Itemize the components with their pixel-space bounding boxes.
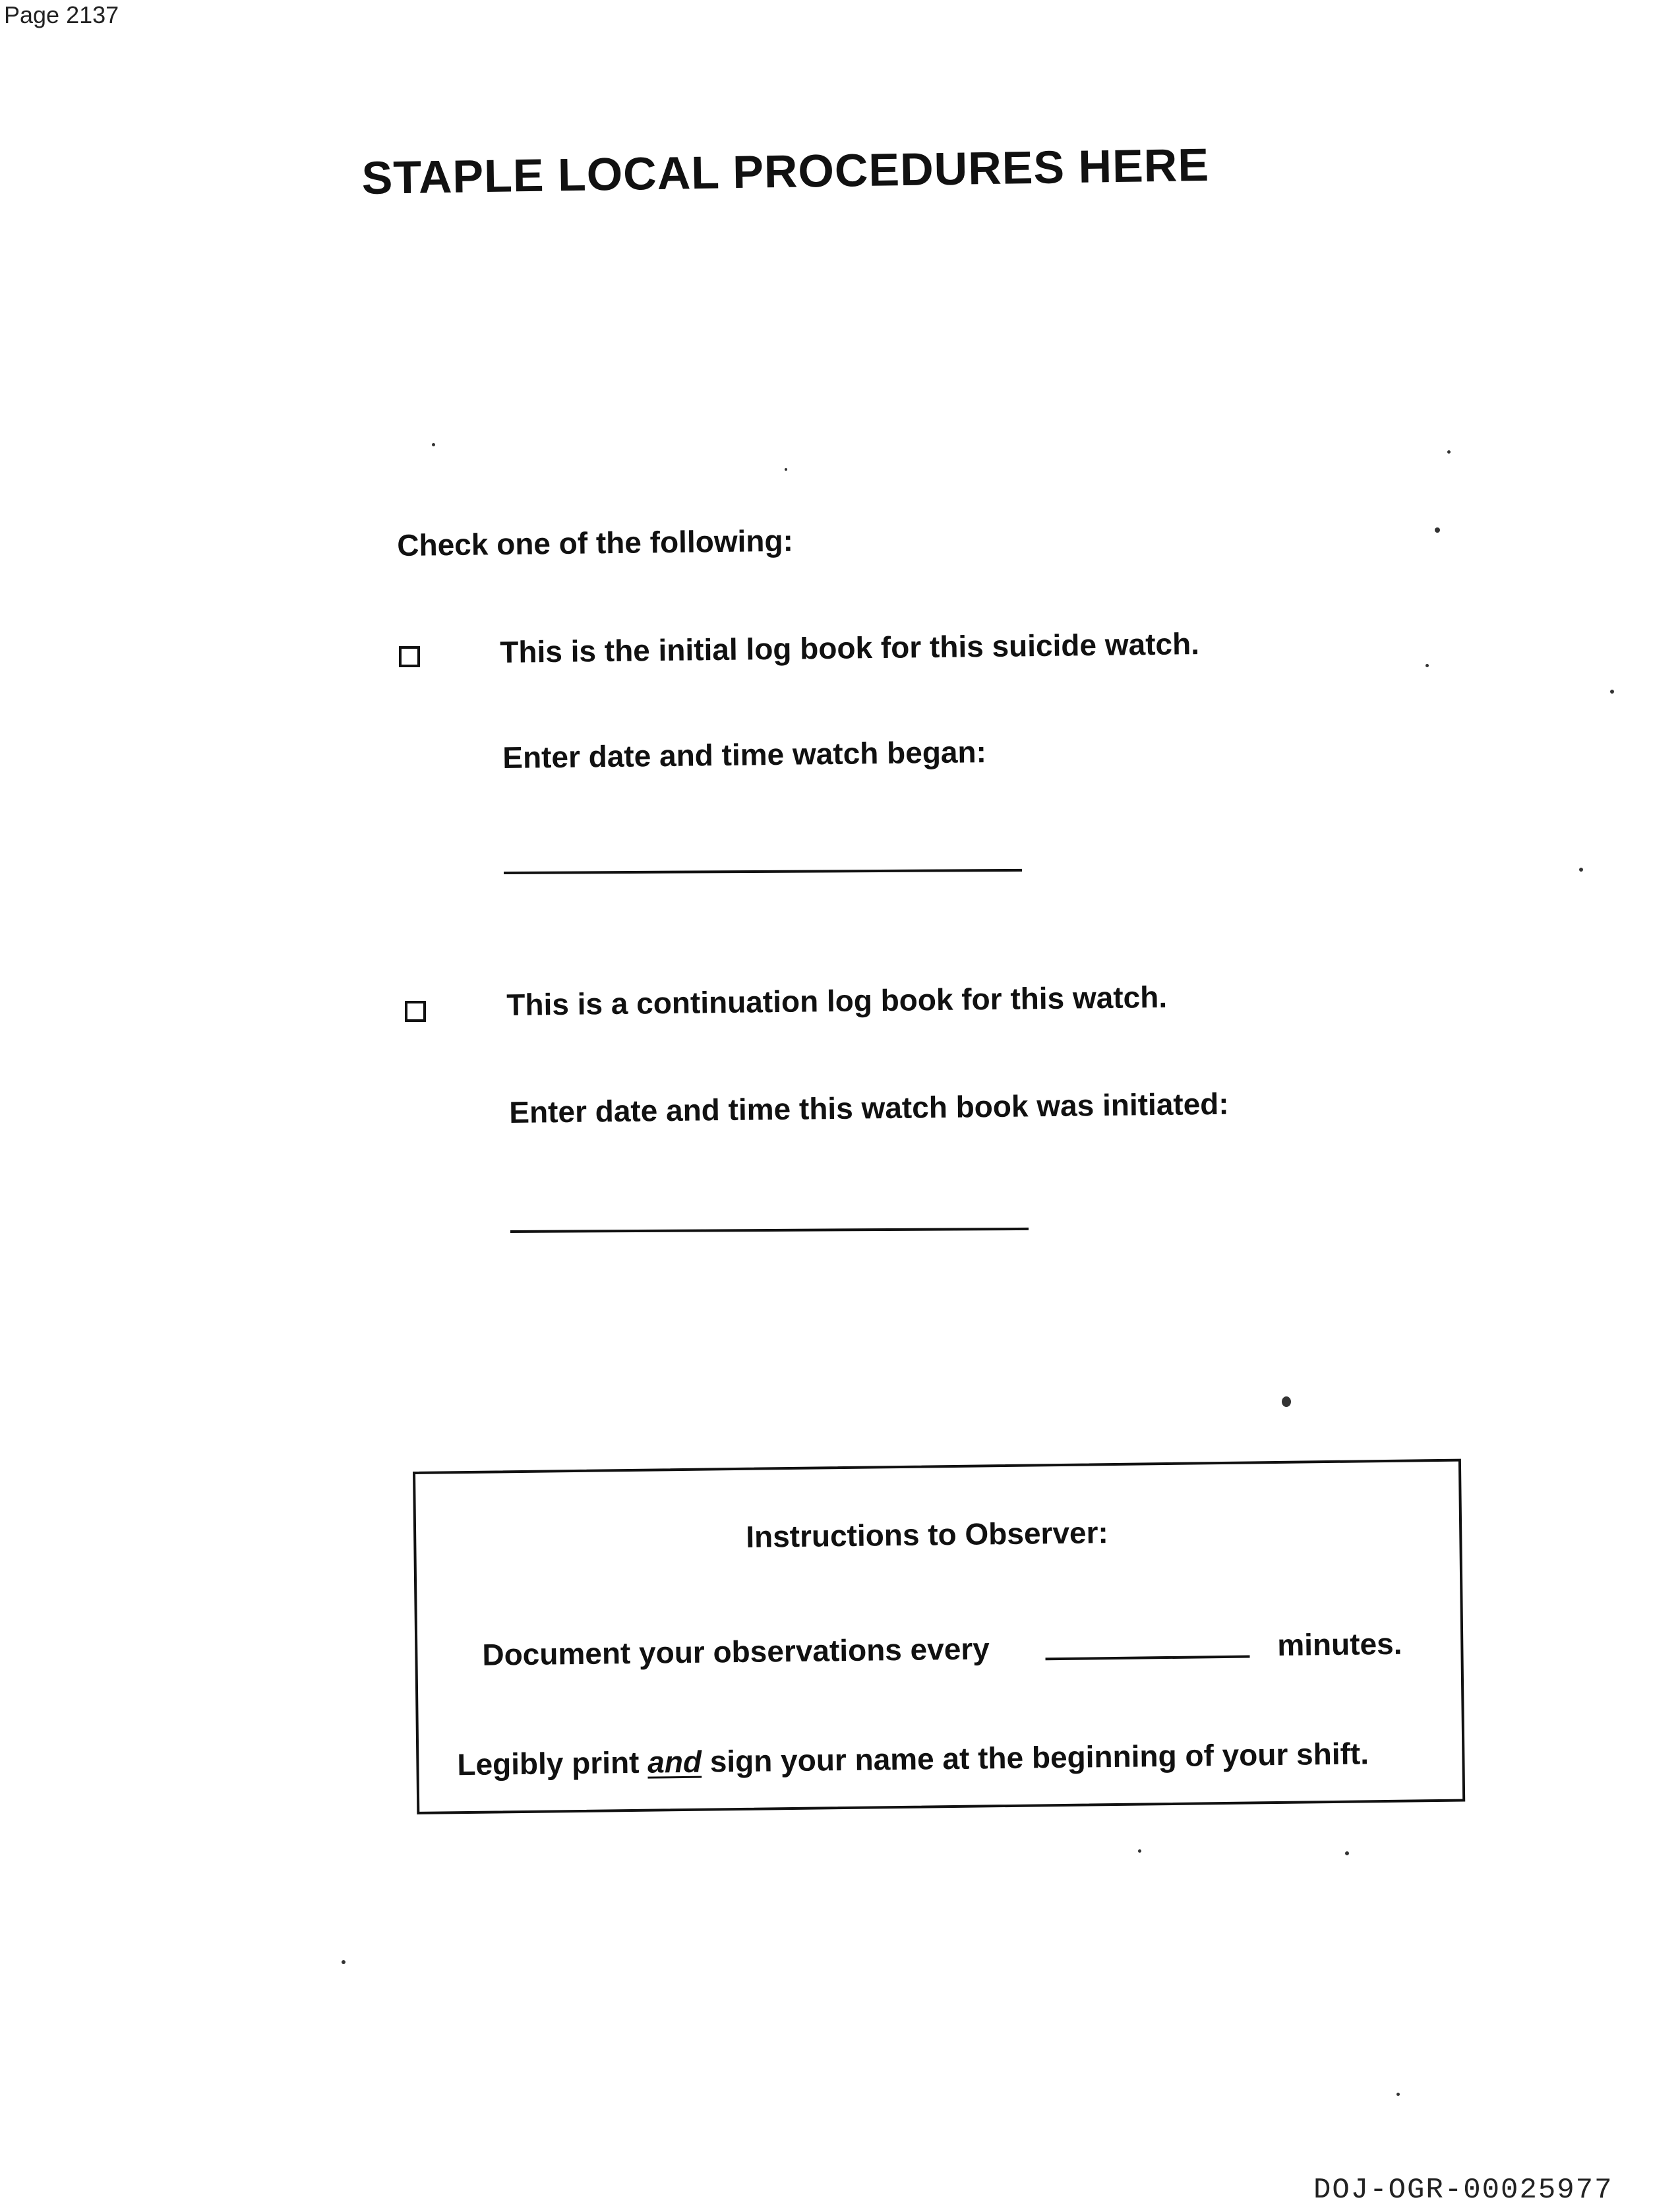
scan-speck — [1425, 664, 1429, 667]
sign-instruction-prefix: Legibly print — [457, 1745, 640, 1782]
watch-book-initiated-date-field[interactable] — [510, 1228, 1029, 1233]
initial-logbook-checkbox[interactable] — [399, 646, 420, 667]
check-prompt: Check one of the following: — [397, 523, 794, 562]
scan-speck — [1345, 1851, 1349, 1855]
page-title: STAPLE LOCAL PROCEDURES HERE — [361, 138, 1210, 204]
sign-instruction-emphasis: and — [647, 1744, 702, 1779]
scan-speck — [1138, 1849, 1141, 1853]
scan-speck — [1396, 2093, 1400, 2096]
sign-instruction-suffix: sign your name at the beginning of your shift. — [709, 1736, 1369, 1779]
watch-began-date-field[interactable] — [504, 869, 1022, 874]
instructions-box — [413, 1459, 1465, 1814]
watch-began-prompt: Enter date and time watch began: — [502, 734, 987, 775]
continuation-logbook-checkbox[interactable] — [405, 1001, 426, 1022]
scan-speck — [432, 443, 435, 446]
scan-speck — [342, 1960, 345, 1964]
watch-book-initiated-prompt: Enter date and time this watch book was initiated: — [509, 1086, 1229, 1129]
page-label: Page 2137 — [4, 1, 119, 28]
continuation-logbook-label: This is a continuation log book for this watch. — [506, 979, 1168, 1022]
observation-interval-text: Document your observations every — [482, 1631, 990, 1672]
scan-speck — [785, 468, 787, 471]
scan-speck — [1447, 450, 1451, 454]
observation-interval-field[interactable] — [1046, 1656, 1250, 1661]
instructions-heading: Instructions to Observer: — [745, 1515, 1109, 1554]
scan-speck — [1610, 690, 1614, 694]
sign-instruction — [457, 1735, 1369, 1782]
scan-speck — [1579, 868, 1583, 872]
minutes-label: minutes. — [1276, 1626, 1402, 1662]
scan-speck — [1282, 1396, 1291, 1407]
bates-number: DOJ-OGR-00025977 — [1313, 2174, 1613, 2207]
initial-logbook-label: This is the initial log book for this suicide watch. — [500, 626, 1200, 669]
scan-speck — [1435, 527, 1440, 533]
